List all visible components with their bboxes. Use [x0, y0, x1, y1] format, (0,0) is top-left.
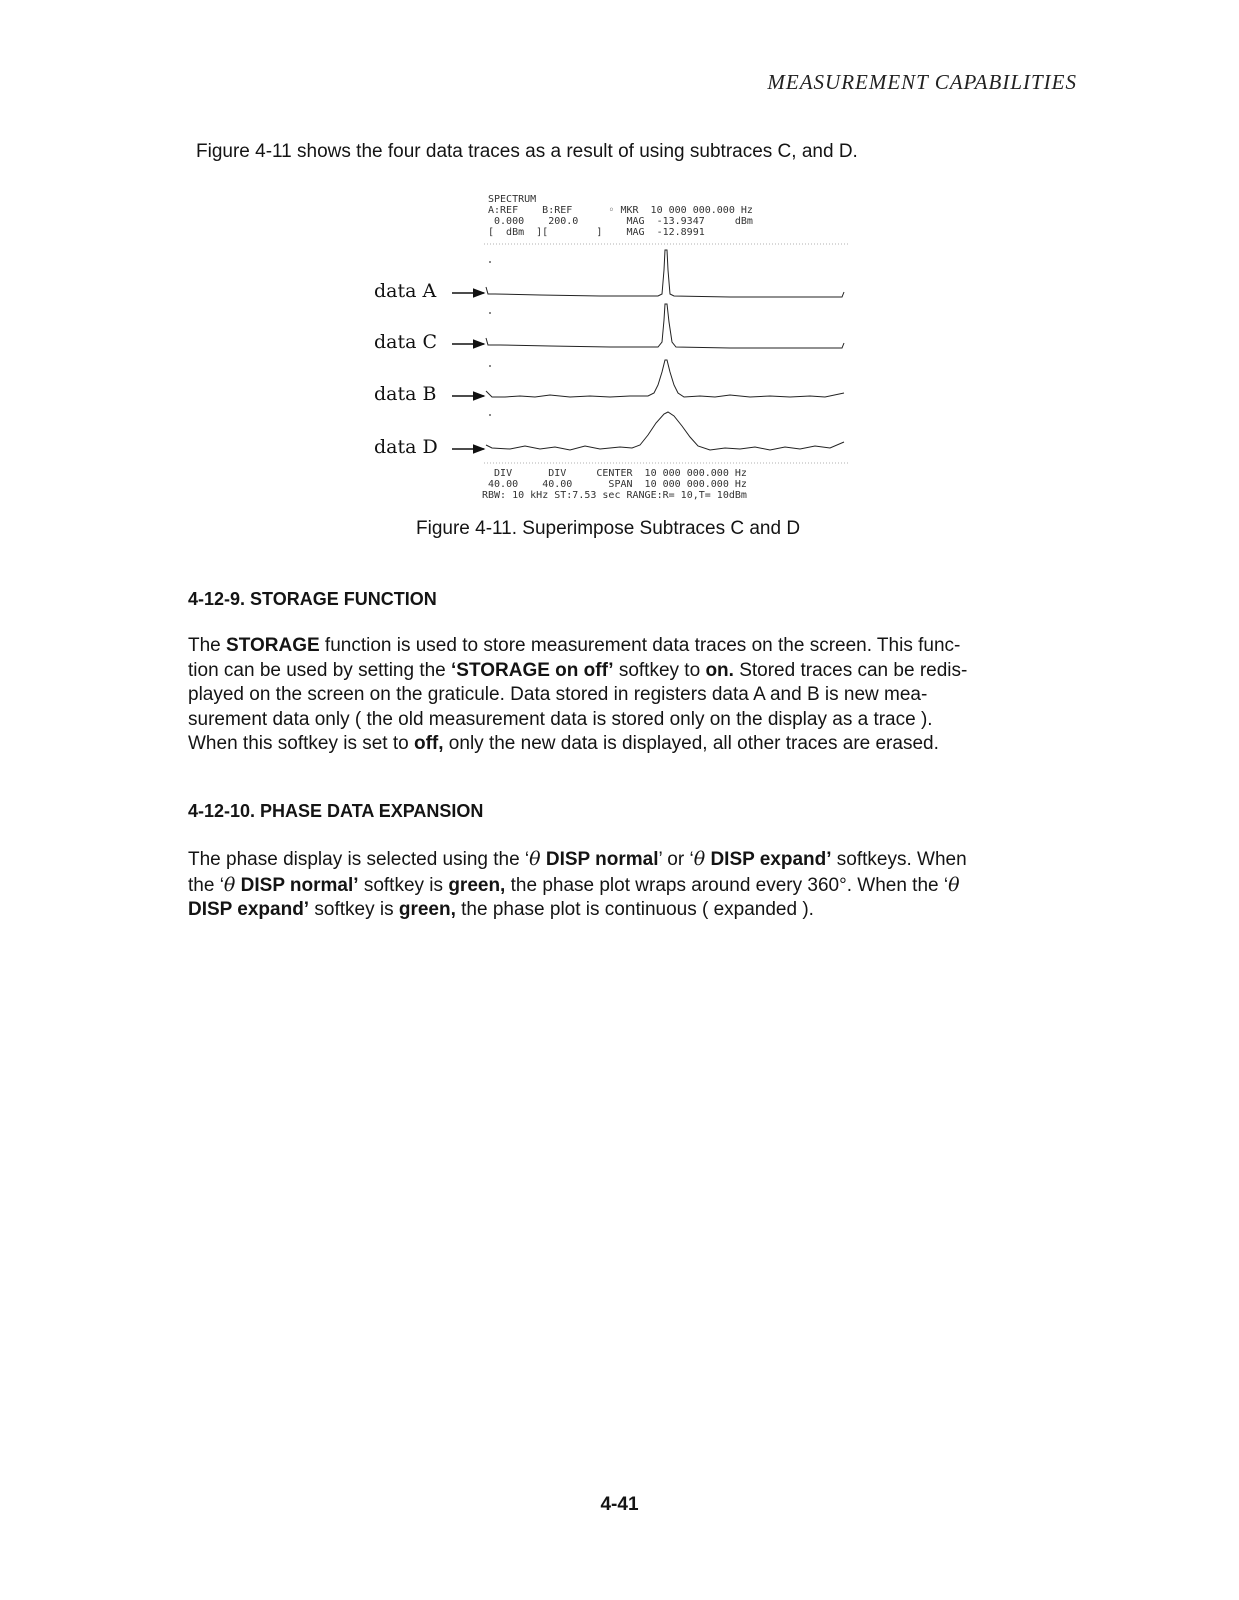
label-data-c: data C — [374, 331, 438, 353]
intro-text: Figure 4-11 shows the four data traces as a result of using subtraces C, and D. — [196, 141, 858, 162]
storage-line-2: tion can be used by setting the ‘STORAGE on off’ softkey to on. Stored traces can be redis- — [188, 659, 968, 681]
trace-plot — [370, 190, 870, 510]
figure-4-11 — [370, 190, 870, 510]
storage-paragraph — [188, 634, 1062, 757]
trace-data-c — [486, 304, 844, 348]
phase-line-2: the ‘θ DISP normal’ softkey is green, the phase plot wraps around every 360°. When the ‘θ — [188, 873, 960, 896]
screen-top-line1: SPECTRUM — [488, 194, 537, 205]
screen-top-line2: A:REF B:REF ◦ MKR 10 000 000.000 Hz — [488, 205, 753, 216]
screen-bottom-line3: RBW: 10 kHz ST:7.53 sec RANGE:R= 10,T= 10dBm — [482, 490, 747, 501]
figure-caption: Figure 4-11. Superimpose Subtraces C and D — [416, 518, 801, 539]
trace-dot-2 — [489, 312, 491, 314]
storage-line-5: When this softkey is set to off, only the new data is displayed, all other traces are erased. — [188, 733, 939, 754]
label-data-b: data B — [374, 383, 437, 405]
phase-paragraph — [188, 847, 1062, 923]
storage-line-1: The STORAGE function is used to store measurement data traces on the screen. This func- — [188, 635, 961, 656]
screen-top-line4: [ dBm ][ ] MAG -12.8991 — [488, 227, 705, 238]
trace-data-b — [486, 360, 844, 397]
trace-data-a — [486, 250, 844, 297]
trace-dot-1 — [489, 261, 491, 263]
trace-dot-4 — [489, 414, 491, 416]
label-data-d: data D — [374, 436, 438, 458]
trace-data-d — [486, 412, 844, 450]
screen-bottom-line2: 40.00 40.00 SPAN 10 000 000.000 Hz — [482, 479, 747, 490]
trace-dot-3 — [489, 365, 491, 367]
section-heading-storage: 4-12-9. STORAGE FUNCTION — [188, 589, 437, 609]
storage-line-4: surement data only ( the old measurement data is stored only on the display as a trace ). — [188, 708, 933, 730]
screen-bottom-line1: DIV DIV CENTER 10 000 000.000 Hz — [482, 468, 747, 479]
section-heading-phase: 4-12-10. PHASE DATA EXPANSION — [188, 801, 484, 821]
phase-line-1: The phase display is selected using the ‘θ DISP normal’ or ‘θ DISP expand’ softkeys. When — [188, 848, 967, 870]
label-data-a: data A — [374, 280, 437, 302]
storage-line-3: played on the screen on the graticule. Data stored in registers data A and B is new mea- — [188, 684, 928, 705]
screen-top-line3: 0.000 200.0 MAG -13.9347 dBm — [488, 216, 753, 227]
running-header: MEASUREMENT CAPABILITIES — [767, 70, 1077, 94]
page-number: 4-41 — [600, 1494, 639, 1515]
phase-line-3: DISP expand’ softkey is green, the phase plot is continuous ( expanded ). — [188, 899, 814, 920]
